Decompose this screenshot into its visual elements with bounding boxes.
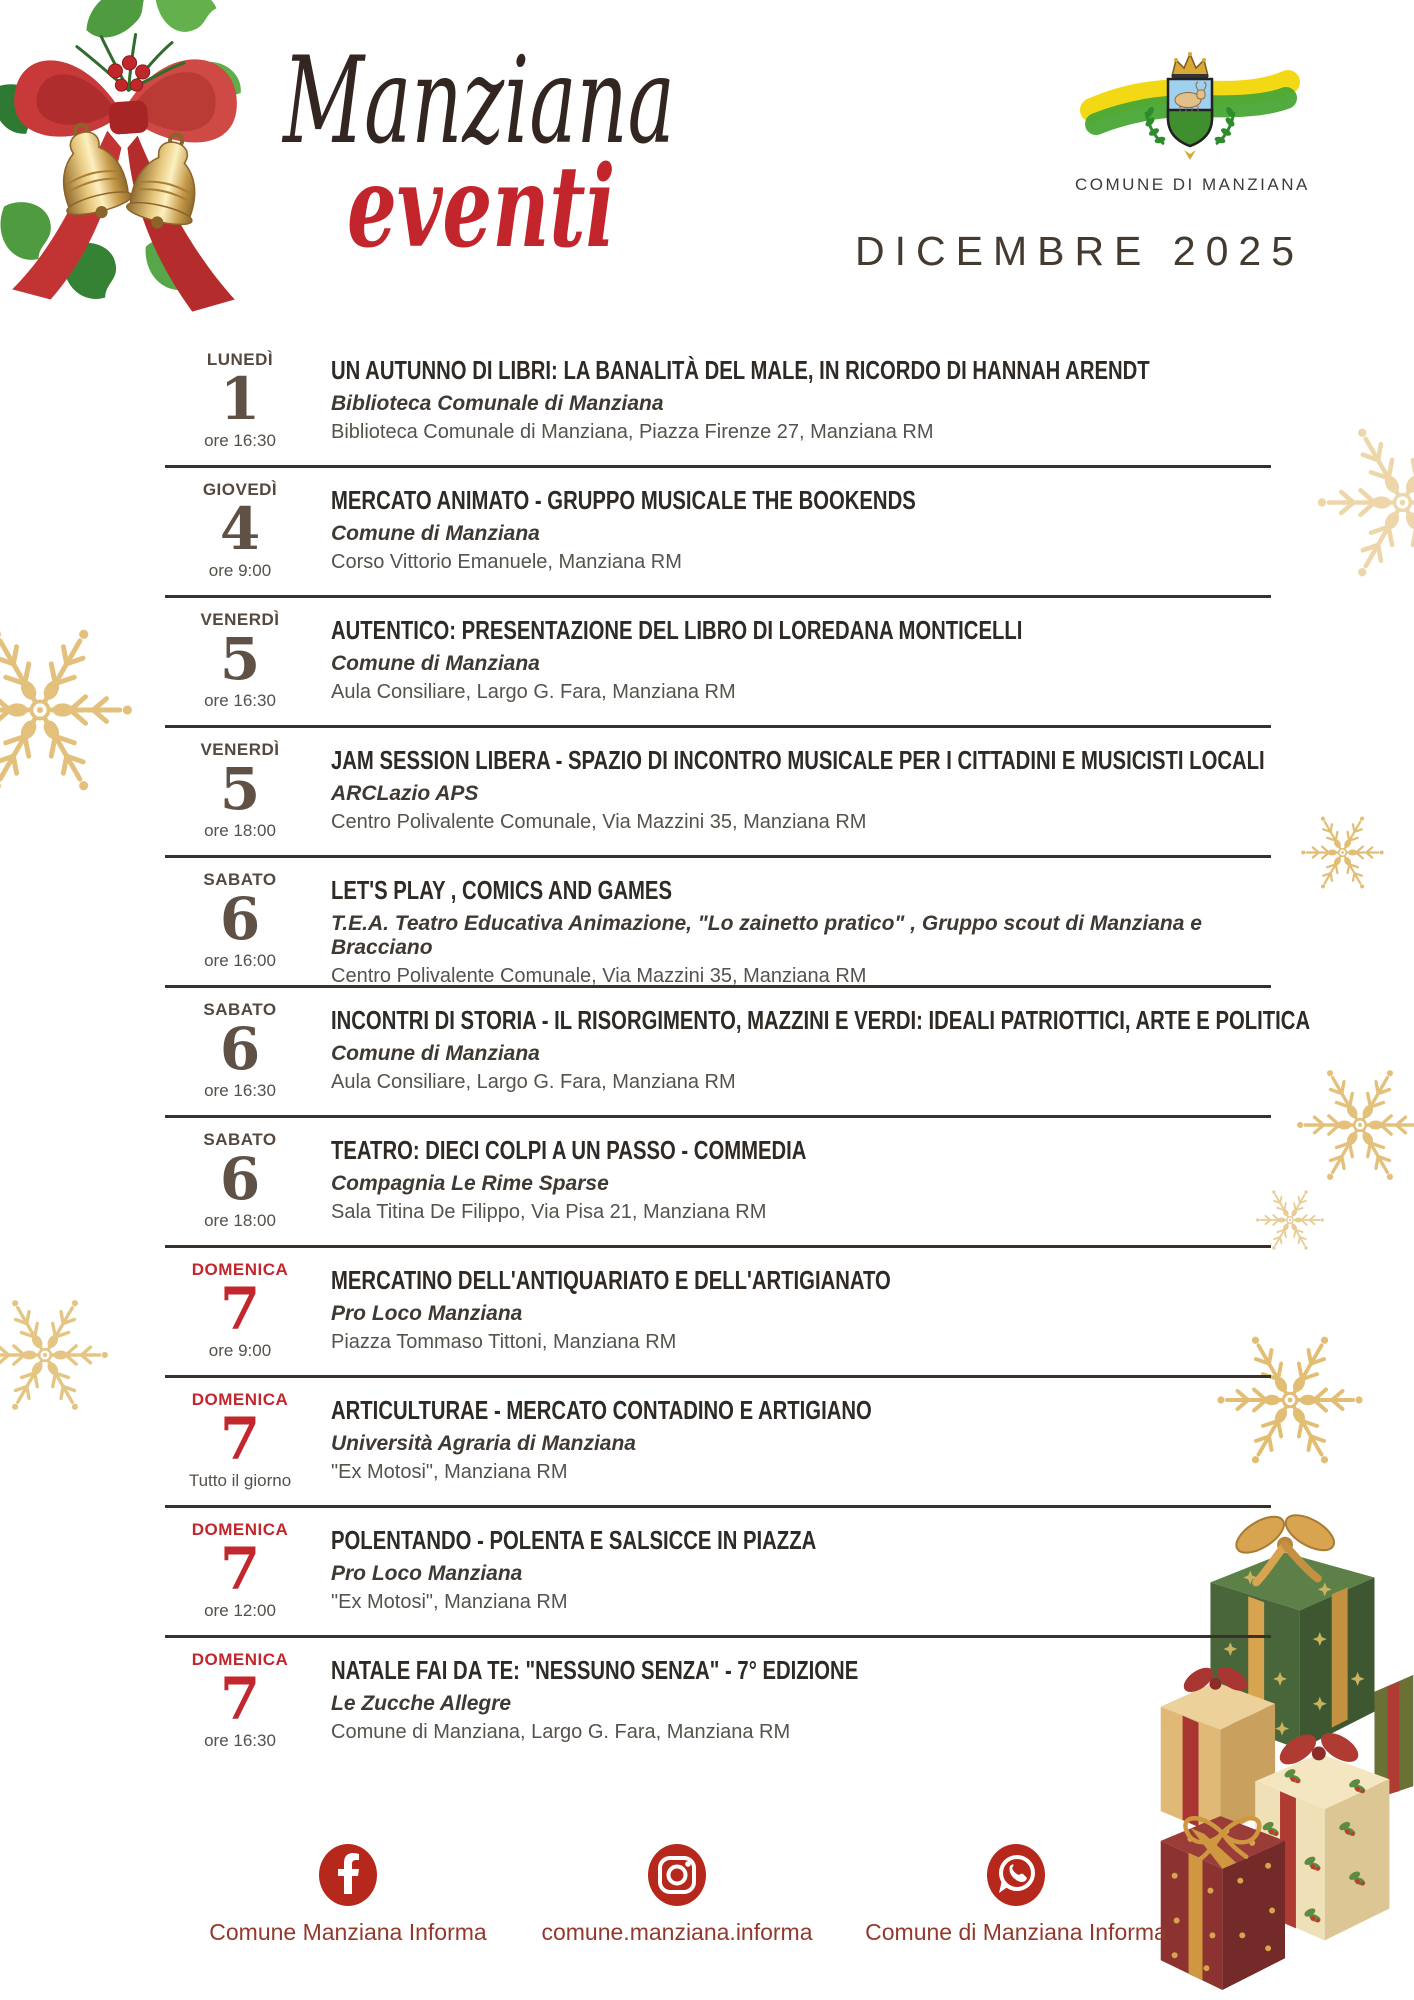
event-time: ore 16:30 [204, 1081, 276, 1101]
municipality-name: COMUNE DI MANZIANA [1075, 175, 1310, 194]
social-facebook[interactable] [188, 1842, 508, 1946]
event-row [165, 1508, 1271, 1638]
event-day-name: VENERDÌ [200, 610, 280, 629]
event-row [165, 728, 1271, 858]
event-organizer: Comune di Manziana [331, 1041, 540, 1065]
event-day-number: 6 [219, 1015, 261, 1083]
event-details [315, 1638, 1271, 1768]
event-day-number: 7 [219, 1275, 261, 1343]
event-title: JAM SESSION LIBERA - SPAZIO DI INCONTRO MUSICALE PER I CITTADINI E MUSICISTI LOCALI [331, 745, 1265, 775]
event-date [165, 1248, 315, 1375]
event-date [165, 1638, 315, 1768]
whatsapp-icon[interactable] [984, 1842, 1048, 1908]
event-day-name: SABATO [203, 870, 277, 889]
event-day-number: 4 [219, 495, 261, 563]
event-organizer: T.E.A. Teatro Educativa Animazione, "Lo zainetto pratico" , Gruppo scout di Manziana e Bracciano [331, 911, 1202, 959]
event-organizer: Compagnia Le Rime Sparse [331, 1171, 609, 1195]
event-date [165, 728, 315, 855]
event-title: AUTENTICO: PRESENTAZIONE DEL LIBRO DI LOREDANA MONTICELLI [331, 615, 1023, 645]
event-date [165, 1508, 315, 1635]
event-location: Centro Polivalente Comunale, Via Mazzini 35, Manziana RM [331, 964, 867, 987]
event-details [315, 1508, 1271, 1635]
event-row [165, 1118, 1271, 1248]
event-details [315, 728, 1414, 855]
event-organizer: Le Zucche Allegre [331, 1691, 512, 1715]
page-subtitle: eventi [347, 142, 616, 273]
event-row [165, 468, 1271, 598]
event-time: ore 9:00 [208, 1341, 272, 1361]
social-instagram-label[interactable]: comune.manziana.informa [541, 1919, 813, 1945]
event-row [165, 988, 1311, 1118]
event-location: Biblioteca Comunale di Manziana, Piazza Firenze 27, Manziana RM [331, 420, 934, 443]
social-whatsapp-label[interactable]: Comune di Manziana Informa [865, 1919, 1167, 1945]
event-day-name: DOMENICA [191, 1260, 289, 1279]
event-time: ore 18:00 [204, 1211, 276, 1231]
event-day-number: 6 [219, 1145, 261, 1213]
event-title: TEATRO: DIECI COLPI A UN PASSO - COMMEDIA [331, 1135, 807, 1165]
facebook-icon[interactable] [316, 1842, 380, 1908]
event-day-number: 7 [219, 1405, 261, 1473]
event-location: Aula Consiliare, Largo G. Fara, Manziana RM [331, 1070, 736, 1093]
month-banner: DICEMBRE 2025 [854, 228, 1304, 274]
event-title: MERCATO ANIMATO - GRUPPO MUSICALE THE BOOKENDS [331, 485, 916, 515]
event-title: MERCATINO DELL'ANTIQUARIATO E DELL'ARTIGIANATO [331, 1265, 891, 1295]
event-day-number: 6 [219, 885, 261, 953]
bells-illustration [0, 0, 262, 338]
event-date [165, 1118, 315, 1245]
event-time: ore 9:00 [208, 561, 272, 581]
event-day-name: SABATO [203, 1000, 277, 1019]
event-details [315, 858, 1271, 985]
event-details [315, 1118, 1271, 1245]
event-title: NATALE FAI DA TE: "NESSUNO SENZA" - 7° EDIZIONE [331, 1655, 859, 1685]
event-details [315, 1378, 1271, 1505]
event-time: ore 16:00 [204, 951, 276, 971]
social-facebook-label[interactable]: Comune Manziana Informa [209, 1919, 487, 1945]
snowflake-icon [0, 615, 135, 805]
event-organizer: ARCLazio APS [331, 781, 479, 805]
event-day-name: LUNEDÌ [206, 350, 274, 369]
social-whatsapp[interactable] [856, 1842, 1176, 1946]
event-organizer: Comune di Manziana [331, 521, 540, 545]
event-location: Sala Titina De Filippo, Via Pisa 21, Manziana RM [331, 1200, 767, 1223]
event-time: ore 16:30 [204, 1731, 276, 1751]
event-date [165, 988, 315, 1115]
event-location: "Ex Motosi", Manziana RM [331, 1590, 568, 1613]
social-instagram[interactable] [517, 1842, 837, 1946]
event-day-number: 7 [219, 1535, 261, 1603]
event-location: "Ex Motosi", Manziana RM [331, 1460, 568, 1483]
event-date [165, 598, 315, 725]
event-row [165, 598, 1271, 728]
event-title: ARTICULTURAE - MERCATO CONTADINO E ARTIGIANO [331, 1395, 872, 1425]
event-day-number: 7 [219, 1665, 261, 1733]
event-location: Comune di Manziana, Largo G. Fara, Manziana RM [331, 1720, 791, 1743]
event-details [315, 468, 1271, 595]
event-location: Corso Vittorio Emanuele, Manziana RM [331, 550, 682, 573]
event-time: Tutto il giorno [188, 1471, 292, 1491]
page-title: Manziana [283, 32, 675, 171]
event-details [315, 988, 1414, 1115]
event-time: ore 16:30 [204, 691, 276, 711]
event-date [165, 338, 315, 465]
event-date [165, 468, 315, 595]
event-organizer: Università Agraria di Manziana [331, 1431, 636, 1455]
event-organizer: Comune di Manziana [331, 651, 540, 675]
municipality-logo [1080, 48, 1300, 166]
event-organizer: Pro Loco Manziana [331, 1561, 523, 1585]
event-row [165, 1378, 1271, 1508]
event-time: ore 18:00 [204, 821, 276, 841]
event-location: Piazza Tommaso Tittoni, Manziana RM [331, 1330, 677, 1353]
instagram-icon[interactable] [645, 1842, 709, 1908]
event-title: LET'S PLAY , COMICS AND GAMES [331, 875, 672, 905]
event-time: ore 16:30 [204, 431, 276, 451]
event-row [165, 338, 1271, 468]
event-day-number: 5 [219, 755, 261, 823]
event-details [315, 1248, 1271, 1375]
events-list [165, 338, 1311, 1768]
event-time: ore 12:00 [204, 1601, 276, 1621]
event-organizer: Pro Loco Manziana [331, 1301, 523, 1325]
event-location: Aula Consiliare, Largo G. Fara, Manziana RM [331, 680, 736, 703]
event-row [165, 1638, 1271, 1768]
event-day-number: 5 [219, 625, 261, 693]
event-details [315, 598, 1271, 725]
event-day-name: DOMENICA [191, 1650, 289, 1669]
event-title: INCONTRI DI STORIA - IL RISORGIMENTO, MAZZINI E VERDI: IDEALI PATRIOTTICI, ARTE E POLITICA [331, 1005, 1311, 1035]
event-date [165, 858, 315, 985]
event-day-name: SABATO [203, 1130, 277, 1149]
event-date [165, 1378, 315, 1505]
event-day-name: GIOVEDÌ [202, 480, 278, 499]
event-row [165, 858, 1271, 988]
event-organizer: Biblioteca Comunale di Manziana [331, 391, 664, 415]
event-day-name: DOMENICA [191, 1390, 289, 1409]
event-title: POLENTANDO - POLENTA E SALSICCE IN PIAZZA [331, 1525, 817, 1555]
snowflake-icon [0, 1290, 110, 1420]
event-title: UN AUTUNNO DI LIBRI: LA BANALITÀ DEL MALE, IN RICORDO DI HANNAH ARENDT [331, 355, 1150, 385]
event-row [165, 1248, 1271, 1378]
event-location: Centro Polivalente Comunale, Via Mazzini 35, Manziana RM [331, 810, 867, 833]
event-details [315, 338, 1381, 465]
event-day-number: 1 [219, 365, 261, 433]
event-day-name: VENERDÌ [200, 740, 280, 759]
event-day-name: DOMENICA [191, 1520, 289, 1539]
